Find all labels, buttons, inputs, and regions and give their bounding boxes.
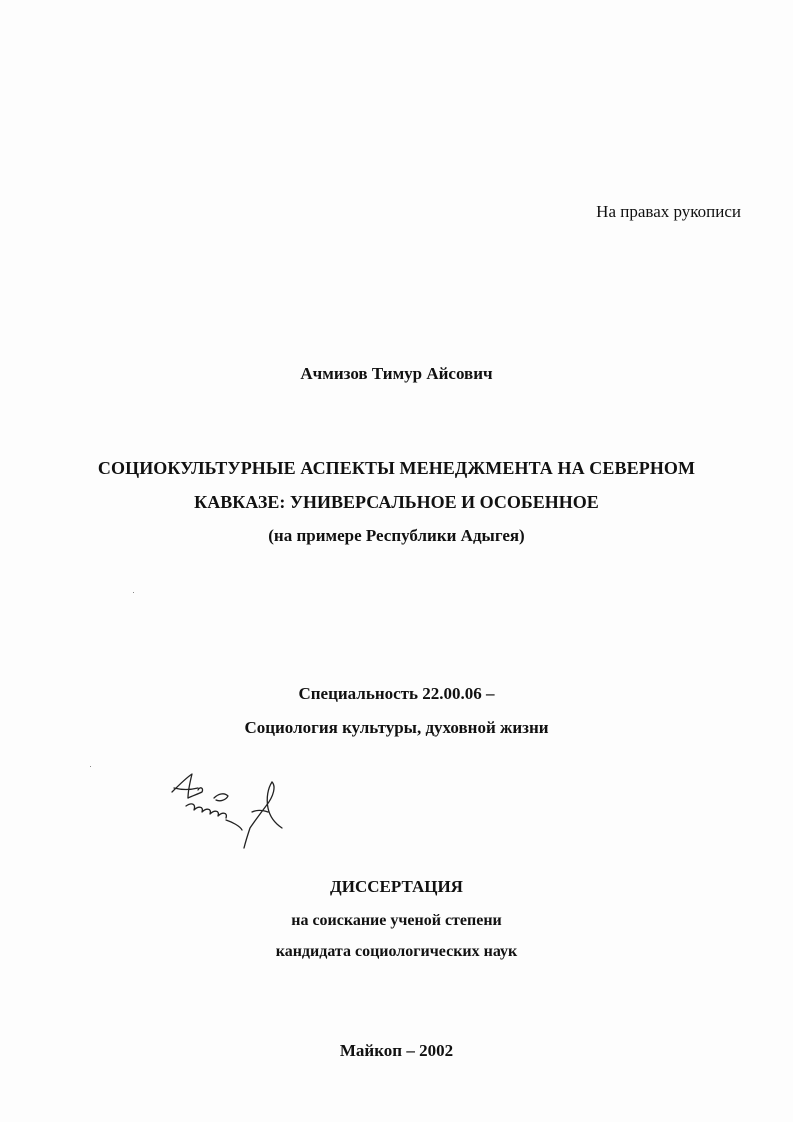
specialty-code: Специальность 22.00.06 – [298,684,495,703]
dissertation-title-line-2: КАВКАЗЕ: УНИВЕРСАЛЬНОЕ И ОСОБЕННОЕ [194,492,599,512]
scan-speck [90,766,91,767]
scan-speck [133,592,134,593]
specialty-name: Социология культуры, духовной жизни [244,718,549,737]
degree-line-2: кандидата социологических наук [275,943,518,960]
handwritten-signature [168,768,288,850]
document-type: ДИССЕРТАЦИЯ [330,877,463,896]
author-name: Ачмизов Тимур Айсович [300,364,493,383]
degree-line-1: на соискание ученой степени [291,912,502,929]
dissertation-subtitle: (на примере Республики Адыгея) [268,526,525,545]
dissertation-title-line-1: СОЦИОКУЛЬТУРНЫЕ АСПЕКТЫ МЕНЕДЖМЕНТА НА СЕВЕРНОМ [97,458,696,478]
manuscript-note: На правах рукописи [596,202,741,221]
place-and-year: Майкоп – 2002 [339,1041,454,1060]
